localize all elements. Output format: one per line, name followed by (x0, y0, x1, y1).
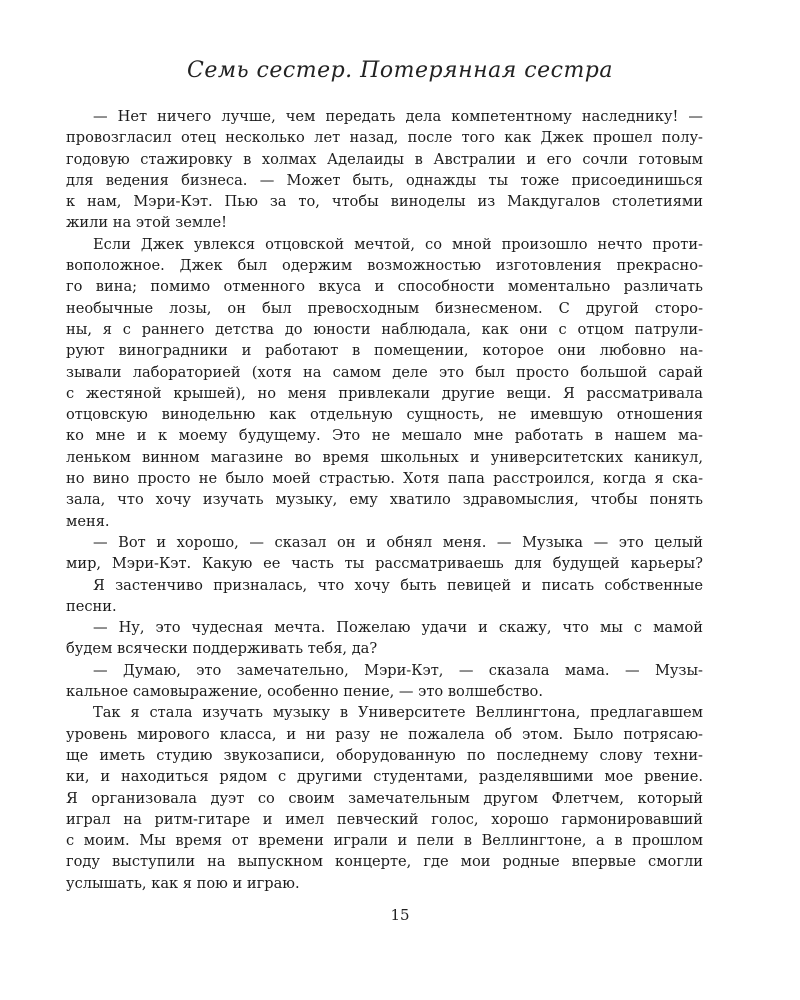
text-line: Я организовала дуэт со своим замечательным другом Флетчем, который (66, 789, 703, 807)
text-line: Если Джек увлекся отцовской мечтой, со мной произошло нечто проти- (93, 235, 703, 253)
text-line: мир, Мэри-Кэт. Какую ее часть ты рассматриваешь для будущей карьеры? (66, 555, 703, 573)
text-line: уровень мирового класса, и ни разу не пожалела об этом. Было потрясаю- (66, 725, 703, 743)
text-line: воположное. Джек был одержим возможностью изготовления прекрасно- (66, 257, 703, 275)
text-line: ки, и находиться рядом с другими студентами, разделявшими мое рвение. (66, 768, 703, 786)
text-line: Так я стала изучать музыку в Университете Веллингтона, предлагавшем (93, 704, 703, 722)
text-line: для ведения бизнеса. — Может быть, однажды ты тоже присоединишься (66, 171, 703, 189)
text-line: — Нет ничего лучше, чем передать дела компетентному наследнику! — (93, 108, 703, 125)
text-line: ще иметь студию звукозаписи, оборудованную по последнему слову техни- (66, 746, 703, 764)
text-line: отцовскую винодельню как отдельную сущность, не имевшую отношения (66, 406, 703, 424)
text-line: с жестяной крышей), но меня привлекали другие вещи. Я рассматривала (66, 384, 703, 402)
page-number: 15 (390, 906, 410, 924)
text-line: будем всячески поддерживать тебя, да? (66, 640, 378, 658)
text-line: ны, я с раннего детства до юности наблюдала, как они с отцом патрули- (66, 320, 703, 338)
text-line: провозгласил отец несколько лет назад, после того как Джек прошел полу- (66, 129, 703, 147)
text-line: го вина; помимо отменного вкуса и способности моментально различать (66, 278, 703, 296)
text-line: необычные лозы, он был превосходным бизнесменом. С другой сторо- (66, 299, 703, 317)
text-line: к нам, Мэри-Кэт. Пью за то, чтобы виноделы из Макдугалов столетиями (66, 193, 703, 211)
text-line: году выступили на выпускном концерте, где мои родные впервые смогли (66, 853, 703, 871)
body-text (66, 106, 703, 894)
text-line: годовую стажировку в холмах Аделаиды в Австралии и его сочли готовым (66, 150, 703, 168)
running-title: Семь сестер. Потерянная сестра (186, 58, 614, 83)
text-line: — Вот и хорошо, — сказал он и обнял меня. — Музыка — это целый (93, 533, 703, 551)
text-line: играл на ритм-гитаре и имел певческий голос, хорошо гармонировавший (66, 810, 703, 828)
text-line: с моим. Мы время от времени играли и пели в Веллингтоне, а в прошлом (66, 832, 703, 850)
text-line: кальное самовыражение, особенно пение, — это волшебство. (66, 683, 543, 701)
text-line: услышать, как я пою и играю. (66, 874, 300, 892)
text-line: зывали лабораторией (хотя на самом деле это был просто большой сарай (66, 363, 703, 381)
text-line: песни. (66, 597, 117, 615)
text-line: — Думаю, это замечательно, Мэри-Кэт, — сказала мама. — Музы- (93, 661, 703, 679)
text-line: руют виноградники и работают в помещении, которое они любовно на- (66, 342, 703, 360)
text-line: леньком винном магазине во время школьных и университетских каникул, (66, 448, 703, 466)
text-line: зала, что хочу изучать музыку, ему хватило здравомыслия, чтобы понять (66, 491, 703, 509)
text-line: жили на этой земле! (66, 214, 227, 232)
text-line: меня. (66, 512, 110, 530)
text-line: Я застенчиво призналась, что хочу быть певицей и писать собственные (93, 576, 703, 594)
text-line: ко мне и к моему будущему. Это не мешало мне работать в нашем ма- (66, 427, 703, 445)
text-line: но вино просто не было моей страстью. Хотя папа расстроился, когда я ска- (66, 470, 703, 488)
text-line: — Ну, это чудесная мечта. Пожелаю удачи и скажу, что мы с мамой (93, 619, 703, 637)
